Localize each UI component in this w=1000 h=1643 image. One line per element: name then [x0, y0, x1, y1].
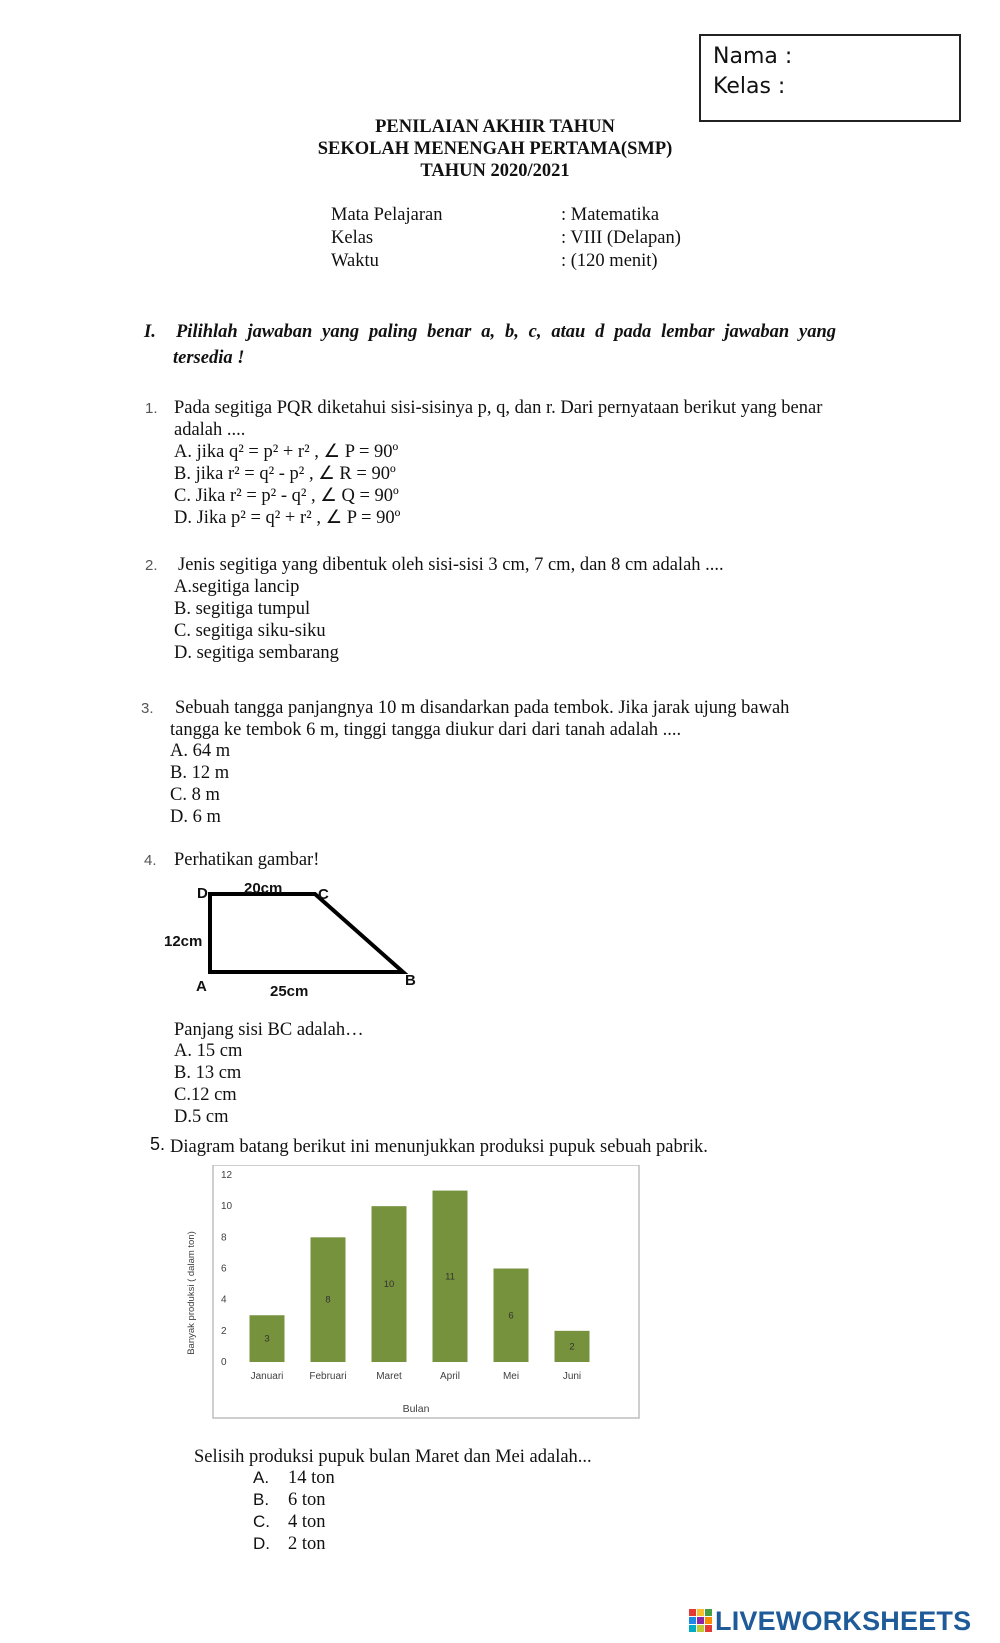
- chart-data-label: 6: [508, 1310, 514, 1322]
- chart-x-axis-label: Bulan: [402, 1403, 430, 1415]
- q5-option-a-letter: A.: [253, 1468, 270, 1487]
- chart-y-axis-label: Banyak produksi ( dalam ton): [186, 1231, 197, 1355]
- title-line-1: PENILAIAN AKHIR TAHUN: [375, 117, 615, 137]
- q5-number: 5.: [150, 1134, 166, 1154]
- chart-y-tick-label: 12: [221, 1170, 233, 1181]
- title-line-2: SEKOLAH MENENGAH PERTAMA(SMP): [317, 139, 673, 159]
- chart-y-tick-label: 6: [221, 1263, 227, 1275]
- instruction-number: I.: [144, 322, 156, 342]
- chart-y-tick-label: 0: [221, 1357, 227, 1368]
- q4-text: Perhatikan gambar!: [174, 850, 320, 870]
- kelas-label: Kelas :: [713, 74, 786, 99]
- q5-text: Diagram batang berikut ini menunjukkan produksi pupuk sebuah pabrik.: [170, 1137, 708, 1157]
- q1-option-d: D. Jika p² = q² + r² , ∠ P = 90º: [174, 508, 401, 528]
- vertex-a-label: A: [196, 978, 207, 995]
- bar-chart: [180, 1165, 650, 1430]
- q1-line-1: Pada segitiga PQR diketahui sisi-sisinya p, q, dan r. Dari pernyataan berikut yang benar: [174, 398, 823, 418]
- nama-label: Nama :: [713, 44, 793, 69]
- q2-option-c: C. segitiga siku-siku: [174, 621, 326, 641]
- chart-data-label: 11: [445, 1271, 455, 1283]
- q4-option-b: B. 13 cm: [174, 1063, 242, 1083]
- q5-option-d-letter: D.: [253, 1534, 270, 1553]
- q3-option-a: A. 64 m: [170, 741, 231, 761]
- chart-y-tick-label: 10: [221, 1201, 233, 1213]
- side-ab-label: 25cm: [270, 983, 309, 1000]
- chart-x-tick-label: Mei: [502, 1371, 520, 1382]
- chart-y-tick-label: 4: [221, 1294, 227, 1306]
- vertex-d-label: D: [197, 885, 208, 902]
- q5-question: Selisih produksi pupuk bulan Maret dan Mei adalah...: [194, 1447, 592, 1467]
- name-class-box: [699, 34, 961, 122]
- trapezoid-shape: [210, 894, 403, 972]
- q3-option-d: D. 6 m: [170, 807, 221, 827]
- chart-x-tick-label: Januari: [250, 1371, 284, 1382]
- q1-line-2: adalah ....: [174, 420, 246, 440]
- q2-option-a: A.segitiga lancip: [174, 577, 300, 597]
- q1-option-b: B. jika r² = q² - p² , ∠ R = 90º: [174, 464, 396, 484]
- q4-option-a: A. 15 cm: [174, 1041, 243, 1061]
- logo-text: LIVEWORKSHEETS: [715, 1606, 972, 1636]
- q3-option-c: C. 8 m: [170, 785, 220, 805]
- q5-option-b-letter: B.: [253, 1490, 270, 1509]
- title-line-3: TAHUN 2020/2021: [420, 161, 570, 181]
- q2-number: 2.: [145, 557, 158, 574]
- q5-option-c-value: 4 ton: [288, 1512, 326, 1532]
- info-value-class: : VIII (Delapan): [561, 228, 681, 248]
- vertex-b-label: B: [405, 972, 416, 989]
- q3-number: 3.: [141, 700, 154, 717]
- q1-option-c: C. Jika r² = p² - q² , ∠ Q = 90º: [174, 486, 399, 506]
- instruction-line-1: Pilihlah jawaban yang paling benar a, b, c, atau d pada lembar jawaban yang: [176, 322, 836, 342]
- info-value-subject: : Matematika: [561, 205, 660, 225]
- q4-option-c: C.12 cm: [174, 1085, 237, 1105]
- q4-option-d: D.5 cm: [174, 1107, 229, 1127]
- info-value-time: : (120 menit): [561, 251, 658, 271]
- info-label-class: Kelas: [331, 228, 374, 248]
- chart-x-tick-label: Juni: [562, 1371, 582, 1382]
- q3-option-b: B. 12 m: [170, 763, 230, 783]
- info-label-time: Waktu: [331, 251, 379, 271]
- chart-x-tick-label: Maret: [376, 1371, 402, 1382]
- q5-option-d-value: 2 ton: [288, 1534, 326, 1554]
- chart-data-label: 8: [325, 1294, 331, 1306]
- q5-option-b-value: 6 ton: [288, 1490, 326, 1510]
- q4-number: 4.: [144, 852, 157, 869]
- q4-question: Panjang sisi BC adalah…: [174, 1020, 364, 1040]
- chart-y-tick-label: 8: [221, 1232, 227, 1244]
- vertex-c-label: C: [318, 886, 329, 903]
- logo-grid-icon: [689, 1609, 713, 1635]
- q5-option-a-value: 14 ton: [288, 1468, 335, 1488]
- q1-number: 1.: [145, 400, 158, 417]
- chart-data-label: 10: [383, 1279, 395, 1291]
- chart-x-tick-label: Februari: [309, 1371, 347, 1382]
- q3-line-2: tangga ke tembok 6 m, tinggi tangga diukur dari dari tanah adalah ....: [170, 720, 682, 740]
- chart-data-label: 2: [569, 1341, 575, 1353]
- q2-option-d: D. segitiga sembarang: [174, 643, 339, 663]
- info-label-subject: Mata Pelajaran: [331, 205, 443, 225]
- q1-option-a: A. jika q² = p² + r² , ∠ P = 90º: [174, 442, 399, 462]
- side-da-label: 12cm: [164, 933, 203, 950]
- instruction-line-2: tersedia !: [173, 348, 245, 368]
- q2-option-b: B. segitiga tumpul: [174, 599, 311, 619]
- q3-line-1: Sebuah tangga panjangnya 10 m disandarkan pada tembok. Jika jarak ujung bawah: [175, 698, 790, 718]
- chart-x-tick-label: April: [439, 1371, 461, 1382]
- q5-option-c-letter: C.: [253, 1512, 270, 1531]
- side-dc-label: 20cm: [244, 880, 283, 897]
- chart-y-tick-label: 2: [221, 1325, 227, 1337]
- chart-data-label: 3: [264, 1333, 270, 1345]
- q2-text: Jenis segitiga yang dibentuk oleh sisi-sisi 3 cm, 7 cm, dan 8 cm adalah ....: [178, 555, 724, 575]
